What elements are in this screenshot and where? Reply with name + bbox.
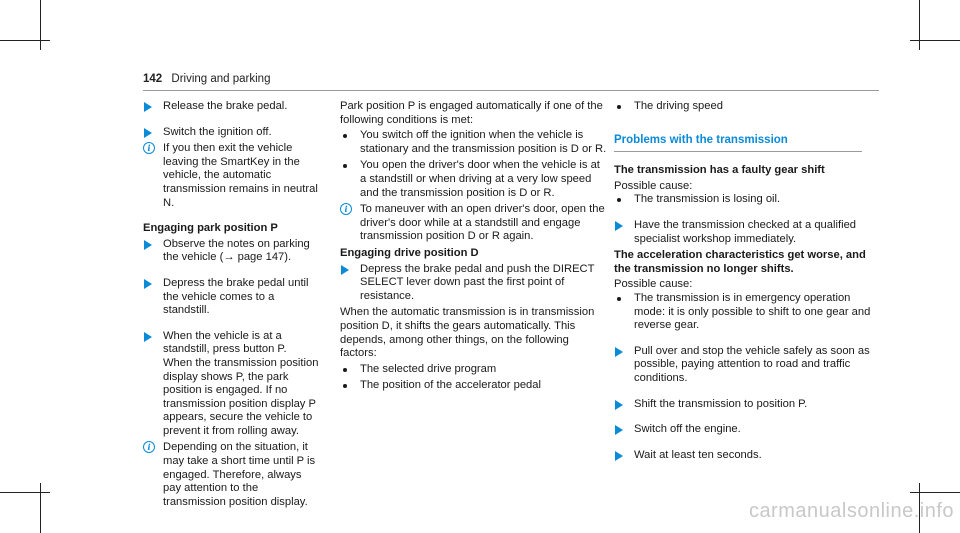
crop-mark: [0, 40, 50, 41]
paragraph: When the automatic transmission is in transmission position D, it shifts the gears automatically. This depends, among other things, on the following factors:: [340, 306, 595, 360]
crop-mark: [40, 483, 41, 533]
subheading: Engaging drive position D: [340, 246, 479, 259]
page-header: [143, 73, 270, 85]
info-note: [340, 203, 608, 244]
info-icon: i: [340, 203, 352, 215]
step-text: Depress the brake pedal until the vehicle comes to a standstill.: [163, 276, 309, 317]
bullet: [340, 129, 608, 156]
arrow-icon: [615, 221, 623, 231]
info-icon: i: [143, 441, 155, 453]
step: [143, 330, 321, 439]
bullet-text: The position of the accelerator pedal: [360, 379, 541, 392]
cause-label: Possible cause:: [614, 179, 693, 192]
arrow-icon: [615, 400, 623, 410]
section-divider: [614, 151, 862, 152]
arrow-icon: [144, 128, 152, 138]
watermark: carmanualsonline.info: [748, 500, 954, 522]
info-text: To maneuver with an open driver's door, open the driver's door while at a standstill and engage transmission position D or R again.: [360, 203, 605, 243]
step: [614, 219, 878, 246]
bullet-icon: [343, 384, 347, 388]
bullet-icon: [343, 134, 347, 138]
step-text: Pull over and stop the vehicle safely as soon as possible, paying attention to road and traffic conditions.: [634, 344, 870, 384]
bullet-text: The driving speed: [634, 100, 723, 112]
info-text: Depending on the situation, it may take a short time until P is engaged. Therefore, always pay attention to the transmission position display.: [163, 441, 316, 508]
bullet: [340, 363, 608, 377]
step-text: Depress the brake pedal and push the DIRECT SELECT lever down past the first point of resistance.: [360, 262, 595, 302]
info-note: [143, 142, 321, 210]
arrow-icon: [615, 451, 623, 461]
step-text: When the transmission position display shows P, the park position is engaged. If no transmission position display P appears, secure the vehicle to prevent it from rolling away.: [163, 356, 319, 437]
step-text: Switch the ignition off.: [163, 125, 272, 138]
info-icon: i: [143, 142, 155, 154]
step: [143, 238, 321, 265]
bullet-text: You switch off the ignition when the vehicle is stationary and the transmission position is D or R.: [360, 129, 607, 155]
cause-label: Possible cause:: [614, 278, 693, 291]
subheading: The acceleration characteristics get worse, and the transmission no longer shifts.: [614, 249, 866, 275]
step-text: Have the transmission checked at a qualified specialist workshop immediately.: [634, 218, 857, 245]
bullet-icon: [343, 164, 347, 168]
paragraph: Park position P is engaged automatically if one of the following conditions is met:: [340, 100, 603, 126]
arrow-icon: [144, 279, 152, 289]
arrow-icon: [144, 332, 152, 342]
info-text: If you then exit the vehicle leaving the SmartKey in the vehicle, the automatic transmission remains in neutral N.: [163, 142, 318, 209]
step: [614, 345, 878, 386]
arrow-icon: [615, 347, 623, 357]
step: [614, 449, 878, 463]
step-text: Observe the notes on parking the vehicle (→ page 147).: [163, 237, 310, 264]
crop-mark: [910, 40, 960, 41]
column-right: [614, 100, 878, 474]
step-text: Shift the transmission to position P.: [634, 397, 808, 410]
subheading: The transmission has a faulty gear shift: [614, 164, 825, 177]
step-text: When the vehicle is at a standstill, press button P.: [163, 329, 287, 356]
crop-mark: [910, 492, 960, 493]
arrow-icon: [144, 240, 152, 250]
bullet: [340, 159, 608, 200]
step: [143, 126, 321, 140]
step: [340, 263, 608, 304]
step-text: Wait at least ten seconds.: [634, 448, 762, 461]
header-divider: [143, 90, 879, 91]
bullet-text: The transmission is in emergency operation mode: it is only possible to shift to one gear and reverse gear.: [634, 291, 871, 332]
crop-mark: [40, 0, 41, 50]
step: [143, 100, 321, 114]
arrow-icon: [341, 265, 349, 275]
step: [614, 423, 878, 437]
step: [614, 398, 878, 412]
column-middle: [340, 100, 608, 396]
info-note: [143, 441, 321, 509]
bullet-text: You open the driver's door when the vehicle is at a standstill or when driving at a very low speed and the transmission position is D or R.: [360, 159, 600, 199]
step-text: Release the brake pedal.: [163, 100, 288, 112]
arrow-icon: [144, 102, 152, 112]
bullet: [614, 292, 878, 333]
page-number: 142: [143, 73, 163, 85]
crop-mark: [919, 0, 920, 50]
bullet-icon: [343, 368, 347, 372]
bullet-text: The selected drive program: [360, 362, 497, 375]
subheading: Engaging park position P: [143, 222, 278, 235]
bullet-icon: [617, 297, 621, 301]
section-heading: Problems with the transmission: [614, 133, 788, 146]
bullet-icon: [617, 198, 621, 202]
column-left: [143, 100, 321, 521]
arrow-icon: [615, 425, 623, 435]
crop-mark: [0, 492, 50, 493]
step-text: Switch off the engine.: [634, 423, 741, 436]
section-title: Driving and parking: [171, 73, 271, 85]
bullet: [614, 100, 878, 114]
bullet: [614, 193, 878, 207]
bullet: [340, 379, 608, 393]
bullet-text: The transmission is losing oil.: [634, 193, 781, 206]
step: [143, 277, 321, 318]
bullet-icon: [617, 105, 621, 109]
